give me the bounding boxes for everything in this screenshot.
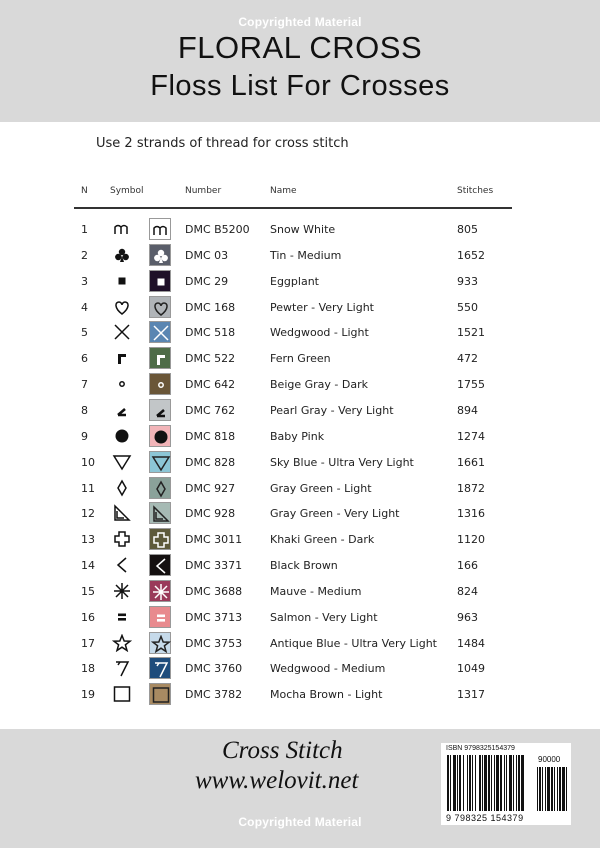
row-index: 14 xyxy=(81,559,95,573)
row-index: 1 xyxy=(81,223,88,236)
table-row xyxy=(0,552,600,578)
dmc-number: DMC 927 xyxy=(185,481,236,495)
page-subtitle: Floss List For Crosses xyxy=(150,70,450,102)
color-swatch xyxy=(149,321,171,343)
stitch-count: 1755 xyxy=(457,378,485,392)
color-swatch xyxy=(149,296,171,318)
dmc-number: DMC 518 xyxy=(185,326,236,340)
color-name: Antique Blue - Ultra Very Light xyxy=(270,636,437,650)
stitch-count: 805 xyxy=(457,223,478,236)
price-code: 90000 xyxy=(538,755,561,764)
stitch-count: 1652 xyxy=(457,248,485,262)
heart-icon xyxy=(112,298,132,316)
color-swatch xyxy=(149,657,171,679)
table-row xyxy=(0,578,600,604)
dmc-number: DMC 3782 xyxy=(185,688,243,702)
dmc-number: DMC 29 xyxy=(185,274,229,288)
cross-outline-icon xyxy=(112,530,132,548)
footer-title: Cross Stitch xyxy=(222,737,343,764)
color-name: Fern Green xyxy=(270,352,331,366)
color-swatch xyxy=(149,347,171,369)
dmc-number: DMC 928 xyxy=(185,507,236,521)
stitch-count: 824 xyxy=(457,584,478,598)
stitch-count: 1274 xyxy=(457,429,485,443)
color-name: Black Brown xyxy=(270,559,338,573)
table-row xyxy=(0,371,600,397)
color-name: Tin - Medium xyxy=(270,248,342,262)
stitch-count: 472 xyxy=(457,352,478,366)
dmc-number: DMC 168 xyxy=(185,300,236,314)
color-name: Pewter - Very Light xyxy=(270,300,374,314)
stitch-count: 550 xyxy=(457,300,478,314)
equals-icon xyxy=(112,608,132,626)
row-index: 8 xyxy=(81,403,88,417)
color-name: Gray Green - Very Light xyxy=(270,507,400,521)
dmc-number: DMC B5200 xyxy=(185,223,250,236)
square-outline-icon xyxy=(112,685,132,703)
stitch-count: 1661 xyxy=(457,455,485,469)
dmc-number: DMC 3688 xyxy=(185,584,243,598)
row-index: 13 xyxy=(81,533,95,547)
table-row xyxy=(0,630,600,656)
column-header-n: N xyxy=(81,186,88,196)
isbn-digits: 9 798325 154379 xyxy=(446,813,524,823)
color-swatch xyxy=(149,632,171,654)
row-index: 5 xyxy=(81,326,88,340)
color-swatch xyxy=(149,683,171,705)
color-name: Pearl Gray - Very Light xyxy=(270,403,394,417)
isbn-label: ISBN 9798325154379 xyxy=(446,745,515,752)
right-triangle-icon xyxy=(112,504,132,522)
color-name: Mocha Brown - Light xyxy=(270,688,383,702)
stitch-count: 1317 xyxy=(457,688,485,702)
table-row xyxy=(0,423,600,449)
x-icon xyxy=(112,323,132,341)
dmc-number: DMC 3011 xyxy=(185,533,243,547)
color-swatch xyxy=(149,218,171,240)
color-name: Baby Pink xyxy=(270,429,325,443)
copyright-watermark-bottom: Copyrighted Material xyxy=(238,815,362,829)
row-index: 12 xyxy=(81,507,95,521)
color-swatch xyxy=(149,399,171,421)
stitch-count: 1120 xyxy=(457,533,485,547)
star-icon xyxy=(112,634,132,652)
stitch-count: 1484 xyxy=(457,636,485,650)
stitch-count: 1316 xyxy=(457,507,485,521)
footer-website: www.welovit.net xyxy=(195,767,359,794)
stitch-count: 1872 xyxy=(457,481,485,495)
square-solid-icon xyxy=(112,272,132,290)
color-name: Mauve - Medium xyxy=(270,584,362,598)
table-row xyxy=(0,526,600,552)
table-row xyxy=(0,655,600,681)
color-name: Wedgwood - Light xyxy=(270,326,369,340)
table-row xyxy=(0,216,600,242)
asterisk-icon xyxy=(112,582,132,600)
color-name: Khaki Green - Dark xyxy=(270,533,375,547)
diamond-icon xyxy=(112,479,132,497)
color-name: Eggplant xyxy=(270,274,319,288)
table-row xyxy=(0,681,600,707)
seven-icon xyxy=(112,659,132,677)
strands-note: Use 2 strands of thread for cross stitch xyxy=(96,136,349,151)
row-index: 10 xyxy=(81,455,95,469)
row-index: 15 xyxy=(81,584,95,598)
color-swatch xyxy=(149,528,171,550)
stitch-count: 1521 xyxy=(457,326,485,340)
color-swatch xyxy=(149,502,171,524)
row-index: 11 xyxy=(81,481,95,495)
row-index: 4 xyxy=(81,300,88,314)
color-swatch xyxy=(149,606,171,628)
table-row xyxy=(0,500,600,526)
table-row xyxy=(0,475,600,501)
triangle-down-icon xyxy=(112,453,132,471)
color-swatch xyxy=(149,554,171,576)
dmc-number: DMC 818 xyxy=(185,429,236,443)
color-swatch xyxy=(149,244,171,266)
table-row xyxy=(0,345,600,371)
table-row xyxy=(0,294,600,320)
dmc-number: DMC 3760 xyxy=(185,662,243,676)
stitch-count: 894 xyxy=(457,403,478,417)
row-index: 9 xyxy=(81,429,88,443)
row-index: 18 xyxy=(81,662,95,676)
column-header-symbol: Symbol xyxy=(110,186,144,196)
page-title: FLORAL CROSS xyxy=(177,30,423,65)
row-index: 7 xyxy=(81,378,88,392)
ring-icon xyxy=(112,375,132,393)
color-swatch xyxy=(149,580,171,602)
club-icon xyxy=(112,246,132,264)
table-row xyxy=(0,268,600,294)
dot-icon xyxy=(112,427,132,445)
color-swatch xyxy=(149,425,171,447)
dmc-number: DMC 3753 xyxy=(185,636,243,650)
row-index: 6 xyxy=(81,352,88,366)
dmc-number: DMC 762 xyxy=(185,403,236,417)
corner-icon xyxy=(112,349,132,367)
stitch-count: 1049 xyxy=(457,662,485,676)
table-row xyxy=(0,397,600,423)
color-name: Wedgwood - Medium xyxy=(270,662,386,676)
dmc-number: DMC 03 xyxy=(185,248,229,262)
color-swatch xyxy=(149,373,171,395)
color-name: Snow White xyxy=(270,223,336,236)
dmc-number: DMC 522 xyxy=(185,352,236,366)
header-divider xyxy=(74,207,512,209)
copyright-watermark-top: Copyrighted Material xyxy=(238,15,362,29)
dmc-number: DMC 3713 xyxy=(185,610,243,624)
column-header-stitches: Stitches xyxy=(457,186,494,196)
stitch-count: 933 xyxy=(457,274,478,288)
color-name: Sky Blue - Ultra Very Light xyxy=(270,455,414,469)
table-row xyxy=(0,319,600,345)
table-row xyxy=(0,449,600,475)
stitch-count: 166 xyxy=(457,559,478,573)
angle-icon xyxy=(112,401,132,419)
stitch-count: 963 xyxy=(457,610,478,624)
column-header-name: Name xyxy=(270,186,297,196)
table-row xyxy=(0,242,600,268)
dmc-number: DMC 3371 xyxy=(185,559,243,573)
m-icon xyxy=(112,220,132,238)
dmc-number: DMC 642 xyxy=(185,378,236,392)
color-swatch xyxy=(149,477,171,499)
dmc-number: DMC 828 xyxy=(185,455,236,469)
row-index: 3 xyxy=(81,274,88,288)
less-than-icon xyxy=(112,556,132,574)
color-swatch xyxy=(149,270,171,292)
color-name: Beige Gray - Dark xyxy=(270,378,368,392)
table-row xyxy=(0,604,600,630)
row-index: 19 xyxy=(81,688,95,702)
color-name: Salmon - Very Light xyxy=(270,610,378,624)
color-swatch xyxy=(149,451,171,473)
row-index: 2 xyxy=(81,248,88,262)
color-name: Gray Green - Light xyxy=(270,481,372,495)
row-index: 17 xyxy=(81,636,95,650)
column-header-number: Number xyxy=(185,186,222,196)
row-index: 16 xyxy=(81,610,95,624)
